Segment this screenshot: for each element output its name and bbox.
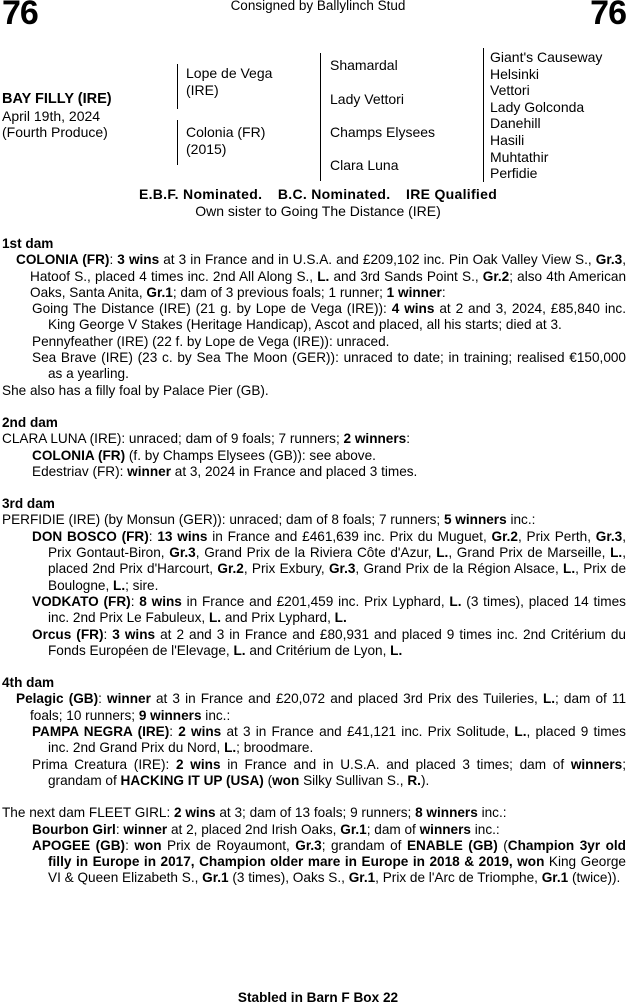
pedigree-bracket-4 (320, 153, 321, 181)
ebf-nominated: E.B.F. Nominated. (138, 186, 263, 202)
section-fourth-dam: 4th dam (2, 675, 55, 691)
pedigree-dam-year: (2015) (186, 141, 227, 157)
pedigree-bracket-dam (177, 120, 178, 165)
pedigree-g3-4: Lady Golconda (490, 99, 585, 115)
ire-qualified: IRE Qualified (406, 186, 498, 202)
pedigree-g3-5: Danehill (490, 115, 541, 131)
pedigree-sire-suffix: (IRE) (186, 82, 219, 98)
nominations (0, 186, 636, 202)
filly-foal-note: She also has a filly foal by Palace Pier (GB). (2, 382, 269, 398)
pedigree-dam: Colonia (FR) (186, 124, 266, 140)
dam-pelagic: Pelagic (GB): winner at 3 in France and £20,072 and placed 3rd Prix des Tuileries, L.; dam of 11 foals; 10 runners; 9 winners inc.: (16, 691, 627, 723)
pedigree-g3-1: Giant's Causeway (490, 49, 603, 65)
pedigree-bracket-sire (177, 64, 178, 109)
pedigree-sire-sire: Shamardal (330, 57, 398, 73)
consignor: Consigned by Ballylinch Stud (230, 0, 406, 13)
produce-pampa-negra: PAMPA NEGRA (IRE): 2 wins at 3 in France and £41,121 inc. Prix Solitude, L., placed 9 times inc. 2nd Grand Prix du Nord, L.; broodmare. (32, 724, 626, 756)
produce-vodkato: VODKATO (FR): 8 wins in France and £201,459 inc. Prix Lyphard, L. (3 times), placed 14 times inc. 2nd Prix Le Fabuleux, L. and Prix Lyphard, L. (32, 593, 626, 626)
pedigree-bracket-2 (320, 86, 321, 120)
pedigree-g3-3: Vettori (490, 82, 530, 98)
section-third-dam: 3rd dam (2, 496, 55, 512)
pedigree-g3-7: Muhtathir (490, 149, 549, 165)
produce-colonia: COLONIA (FR) (f. by Champs Elysees (GB)): see above. (32, 447, 376, 463)
pedigree-g3-2: Helsinki (490, 66, 540, 82)
lot-number-left: 76 (2, 0, 38, 32)
catalogue-body (2, 236, 626, 887)
dam-clara-luna: CLARA LUNA (IRE): unraced; dam of 9 foals; 7 runners; 2 winners: (2, 431, 411, 447)
produce-bourbon-girl: Bourbon Girl: winner at 2, placed 2nd Irish Oaks, Gr.1; dam of winners inc.: (32, 821, 500, 837)
pedigree-bracket-7 (483, 115, 484, 148)
dam-fleet-girl: The next dam FLEET GIRL: 2 wins at 3; dam of 13 foals; 9 runners; 8 winners inc.: (2, 805, 507, 821)
pedigree-g3-8: Perfidie (490, 165, 538, 181)
dam-perfidie: PERFIDIE (IRE) (by Monsun (GER)): unraced; dam of 8 foals; 7 runners; 5 winners inc.: (2, 512, 536, 528)
produce-going-the-distance: Going The Distance (IRE) (21 g. by Lope de Vega (IRE)): 4 wins at 2 and 3, 2024, £85,840 inc. King George V Stakes (Heritage Handicap), Ascot and placed, all his starts; died at 3. (32, 301, 626, 333)
horse-name: BAY FILLY (IRE) (2, 91, 112, 107)
produce-pennyfeather: Pennyfeather (IRE) (22 f. by Lope de Vega (IRE)): unraced. (32, 333, 390, 349)
bc-nominated: B.C. Nominated. (277, 186, 391, 202)
produce-prima-creatura: Prima Creatura (IRE): 2 wins in France and in U.S.A. and placed 3 times; dam of winners; grandam of HACKING IT UP (USA) (won Silky Sullivan S., R.). (32, 756, 626, 788)
pedigree-bracket-8 (483, 148, 484, 182)
own-sister-note: Own sister to Going The Distance (IRE) (195, 203, 441, 219)
pedigree-bracket-6 (483, 82, 484, 115)
pedigree-bracket-3 (320, 120, 321, 154)
pedigree-dam-dam: Clara Luna (330, 157, 399, 173)
section-first-dam: 1st dam (2, 236, 54, 251)
produce-orcus: Orcus (FR): 3 wins at 2 and 3 in France and £80,931 and placed 9 times inc. 2nd Critérium du Fonds Européen de l'Elevage, L. and Critérium de Lyon, L. (32, 626, 626, 658)
lot-number-right: 76 (590, 0, 626, 32)
section-second-dam: 2nd dam (2, 414, 58, 430)
pedigree-bracket-5 (483, 48, 484, 82)
produce-note: (Fourth Produce) (2, 124, 108, 140)
dam-colonia: COLONIA (FR): 3 wins at 3 in France and in U.S.A. and £209,102 inc. Pin Oak Valley View S., Gr.3, Hatoof S., placed 4 times inc. 2nd All Along S., L. and 3rd Sands Point S., Gr.2; also 4th American Oaks, Santa Anita, Gr.1; dam of 3 previous foals; 1 runner; 1 winner: (16, 252, 626, 300)
produce-sea-brave: Sea Brave (IRE) (23 c. by Sea The Moon (GER)): unraced to date; in training; realised €150,000 as a yearling. (32, 350, 626, 382)
stabling-note: Stabled in Barn F Box 22 (237, 990, 399, 1005)
foaling-date: April 19th, 2024 (2, 108, 101, 124)
produce-don-bosco: DON BOSCO (FR): 13 wins in France and £461,639 inc. Prix du Muguet, Gr.2, Prix Perth, Gr.3, Prix Gontaut-Biron, Gr.3, Grand Prix de la Riviera Côte d'Azur, L., Grand Prix de Marseille, L., placed 2nd Prix d'Harcourt, Gr.2, Prix Exbury, Gr.3, Grand Prix de la Région Alsace, L., Prix de Boulogne, L.; sire. (32, 528, 627, 593)
produce-edestriav: Edestriav (FR): winner at 3, 2024 in France and placed 3 times. (32, 463, 418, 479)
pedigree-sire: Lope de Vega (186, 65, 273, 81)
produce-apogee: APOGEE (GB): won Prix de Royaumont, Gr.3; grandam of ENABLE (GB) (Champion 3yr old filly in Europe in 2017, Champion older mare in Europe in 2018 & 2019, won King George VI & Queen Elizabeth S., Gr.1 (3 times), Oaks S., Gr.1, Prix de l'Arc de Triomphe, Gr.1 (twice)). (32, 837, 626, 886)
pedigree-sire-dam: Lady Vettori (330, 91, 404, 107)
pedigree-dam-sire: Champs Elysees (330, 124, 436, 140)
pedigree-bracket-1 (320, 53, 321, 87)
pedigree-g3-6: Hasili (490, 132, 525, 148)
